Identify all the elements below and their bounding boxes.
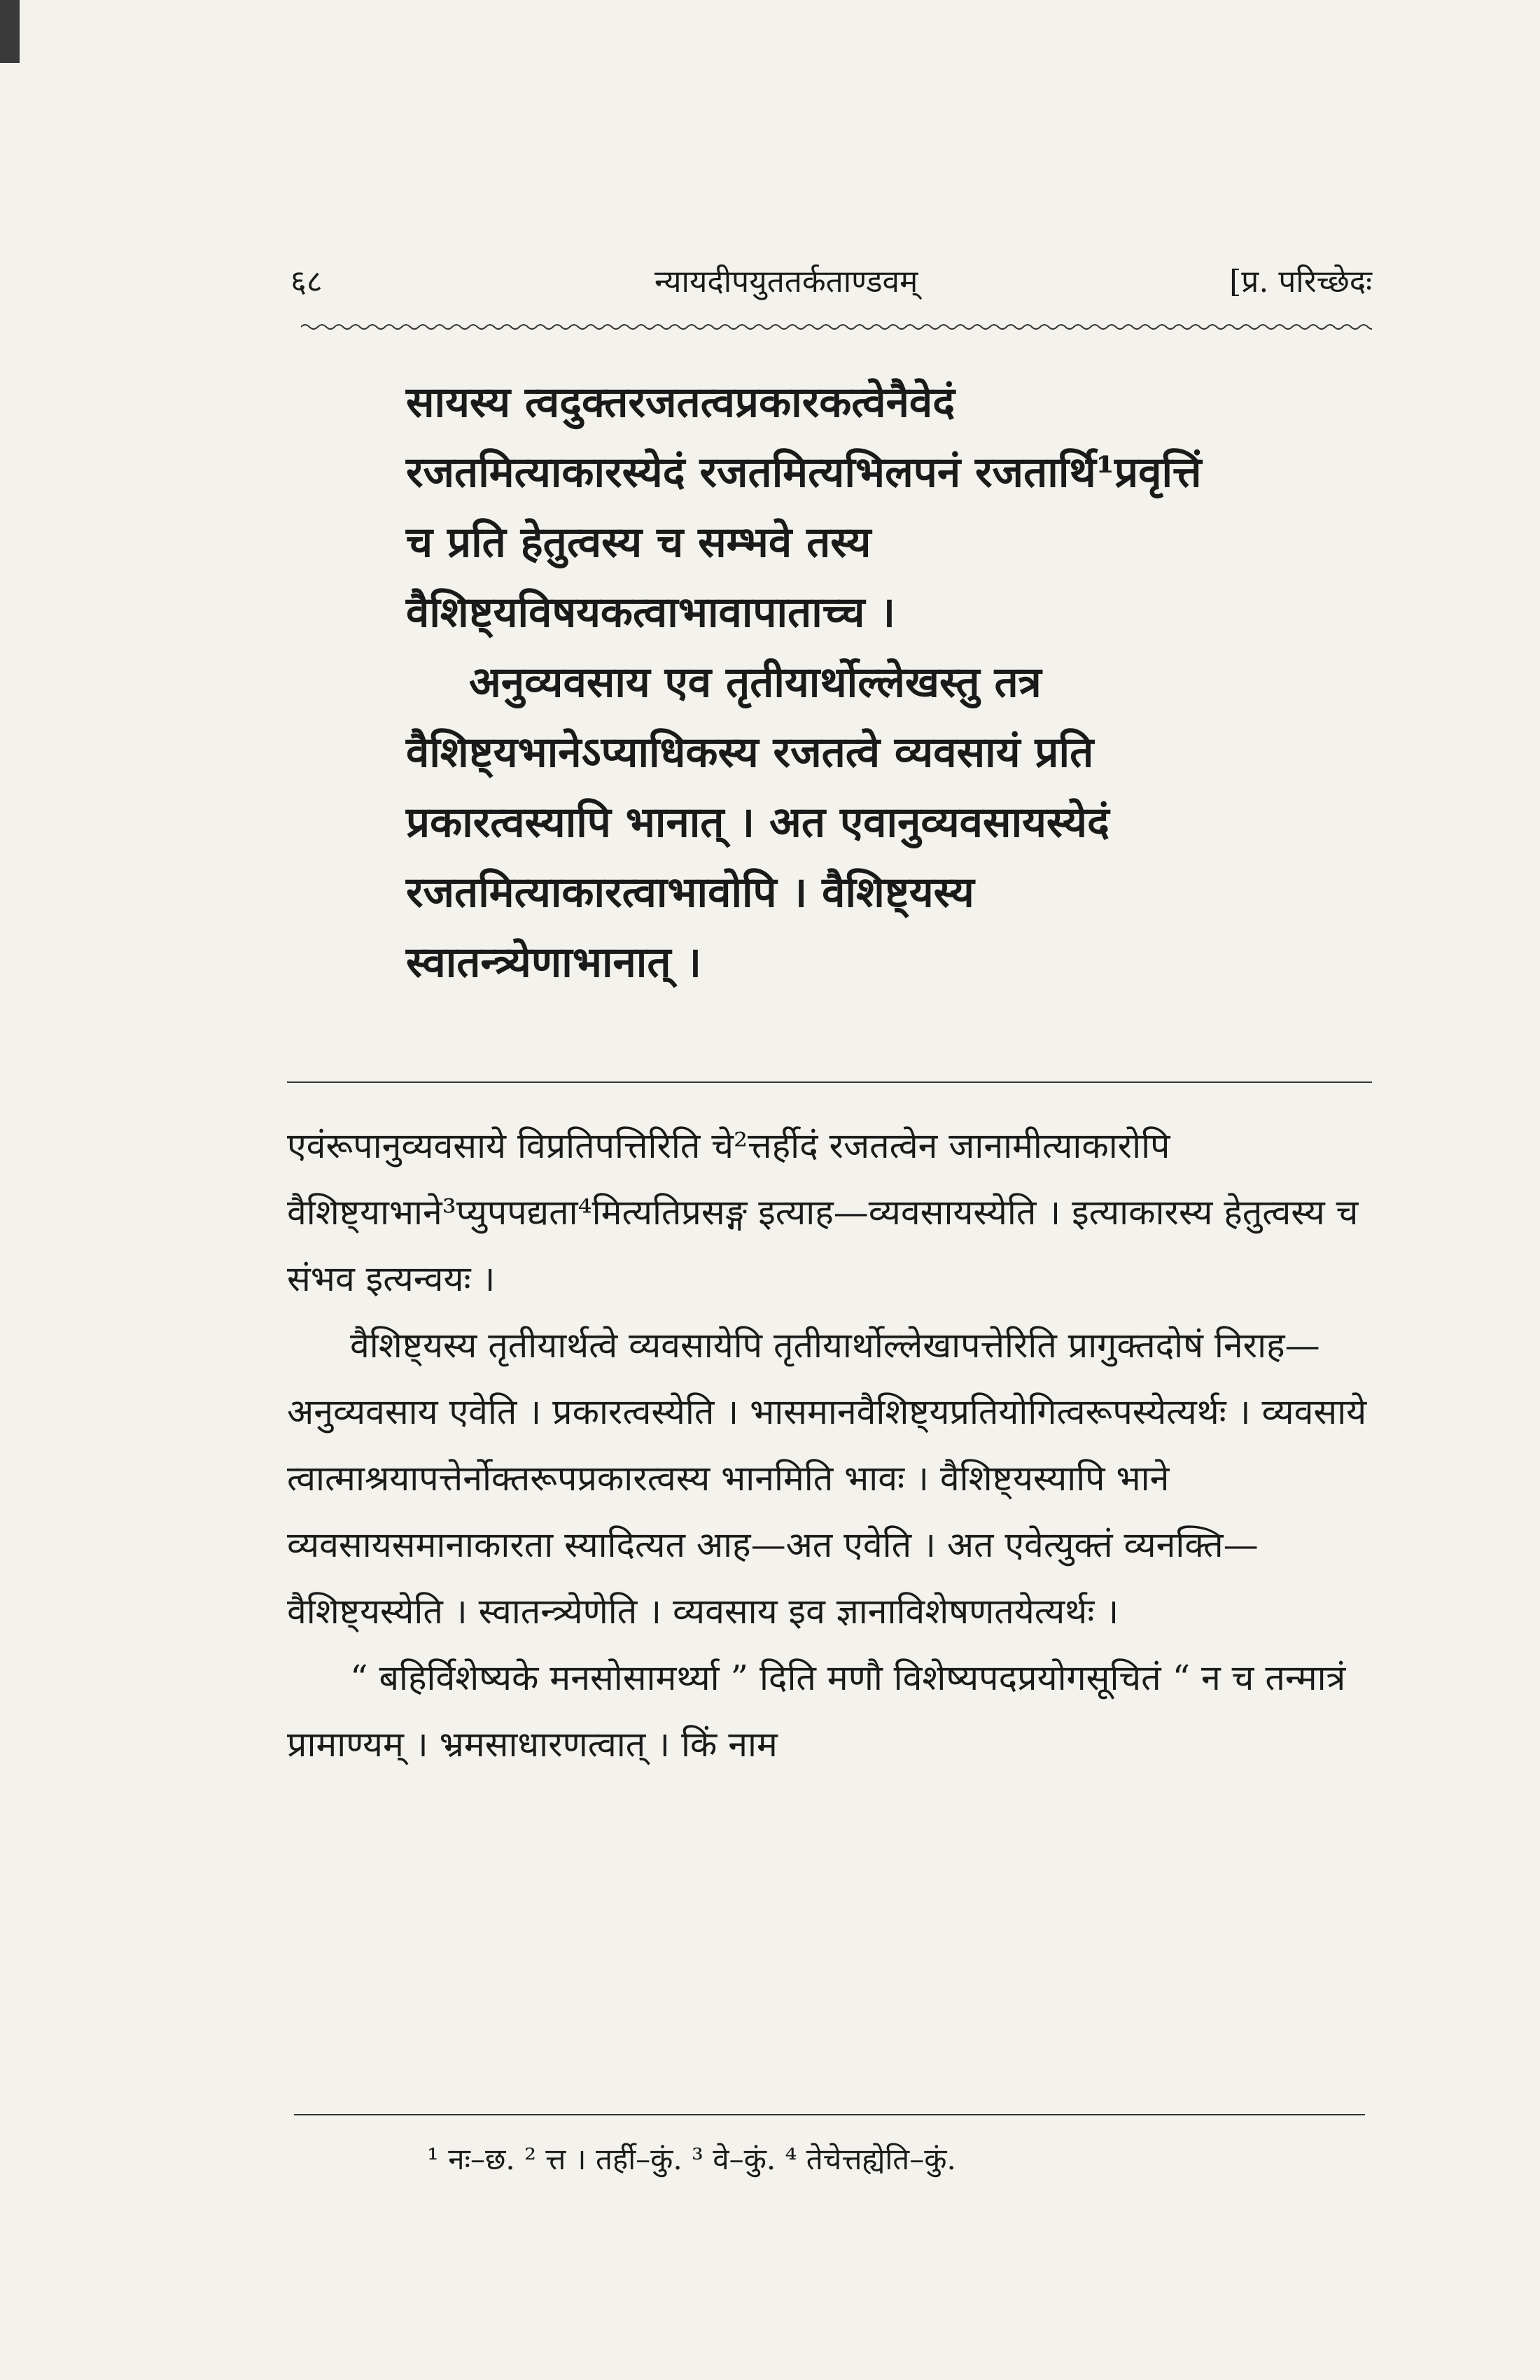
commentary-paragraph-3: “ बहिर्विशेष्यके मनसोसामर्थ्या ” दिति मणौ विशेष्यपदप्रयोगसूचितं “ न च तन्मात्रं प्रामाण्यम् । भ्रमसाधारणत्वात् । किं नाम	[287, 1658, 1346, 1765]
commentary	[287, 1113, 1372, 1778]
commentary-paragraph-2: वैशिष्ट्यस्य तृतीयार्थत्वे व्यवसायेपि तृतीयार्थोल्लेखापत्तेरिति प्रागुक्तदोषं निराह—अनुव्यवसाय एवेति । प्रकारत्वस्येति । भासमानवैशिष्ट्यप्रतियोगित्वरूपस्येत्यर्थः । व्यवसाये त्वात्माश्रयापत्तेर्नोक्तरूपप्रकारत्वस्य भानमिति भावः । वैशिष्ट्यस्यापि भाने व्यवसायसमानाकारता स्यादित्यत आह—अत एवेति । अत एवेत्युक्तं व्यनक्ति—वैशिष्ट्यस्येति । स्वातन्त्र्येणेति । व्यवसाय इव ज्ञानाविशेषणतयेत्यर्थः ।	[287, 1325, 1367, 1632]
main-paragraph-2: अनुव्यवसाय एव तृतीयार्थोल्लेखस्तु तत्र वैशिष्ट्यभानेऽप्याधिकस्य रजतत्वे व्यवसायं प्रति प्रकारत्वस्यापि भानात् । अत एवानुव्यवसायस्येदं रजतमित्याकारत्वाभावोपि । वैशिष्ट्यस्य स्वातन्त्र्येणाभानात् ।	[406, 658, 1110, 987]
footnote-divider	[294, 2114, 1365, 2115]
text-divider	[287, 1082, 1372, 1083]
main-text	[406, 368, 1232, 997]
book-title: न्यायदीपयुततर्कताण्डवम्	[654, 264, 918, 300]
main-paragraph-1: सायस्य त्वदुक्तरजतत्वप्रकारकत्वेनैवेदं रजतमित्याकारस्येदं रजतमित्यभिलपनं रजतार्थि¹प्रवृत्तिं च प्रति हेतुत्वस्य च सम्भवे तस्य वैशिष्ट्यविषयकत्वाभावापाताच्च ।	[406, 378, 1202, 637]
section-label: [प्र. परिच्छेदः	[1229, 264, 1372, 300]
footnotes: ¹ नः–छ. ² त्त । तर्ही–कुं. ³ वे–कुं. ⁴ तेचेत्तह्येति–कुं.	[427, 2142, 956, 2176]
running-header	[290, 252, 1372, 301]
binding-edge	[0, 0, 20, 63]
header-wavy-rule	[301, 322, 1372, 332]
commentary-paragraph-1: एवंरूपानुव्यवसाये विप्रतिपत्तिरिति चे²त्तर्हीदं रजतत्वेन जानामीत्याकारोपि वैशिष्ट्याभाने³प्युपपद्यता⁴मित्यतिप्रसङ्ग इत्याह—व्यवसायस्येति । इत्याकारस्य हेतुत्वस्य च संभव इत्यन्वयः ।	[287, 1126, 1359, 1299]
page-number: ६८	[290, 264, 323, 300]
